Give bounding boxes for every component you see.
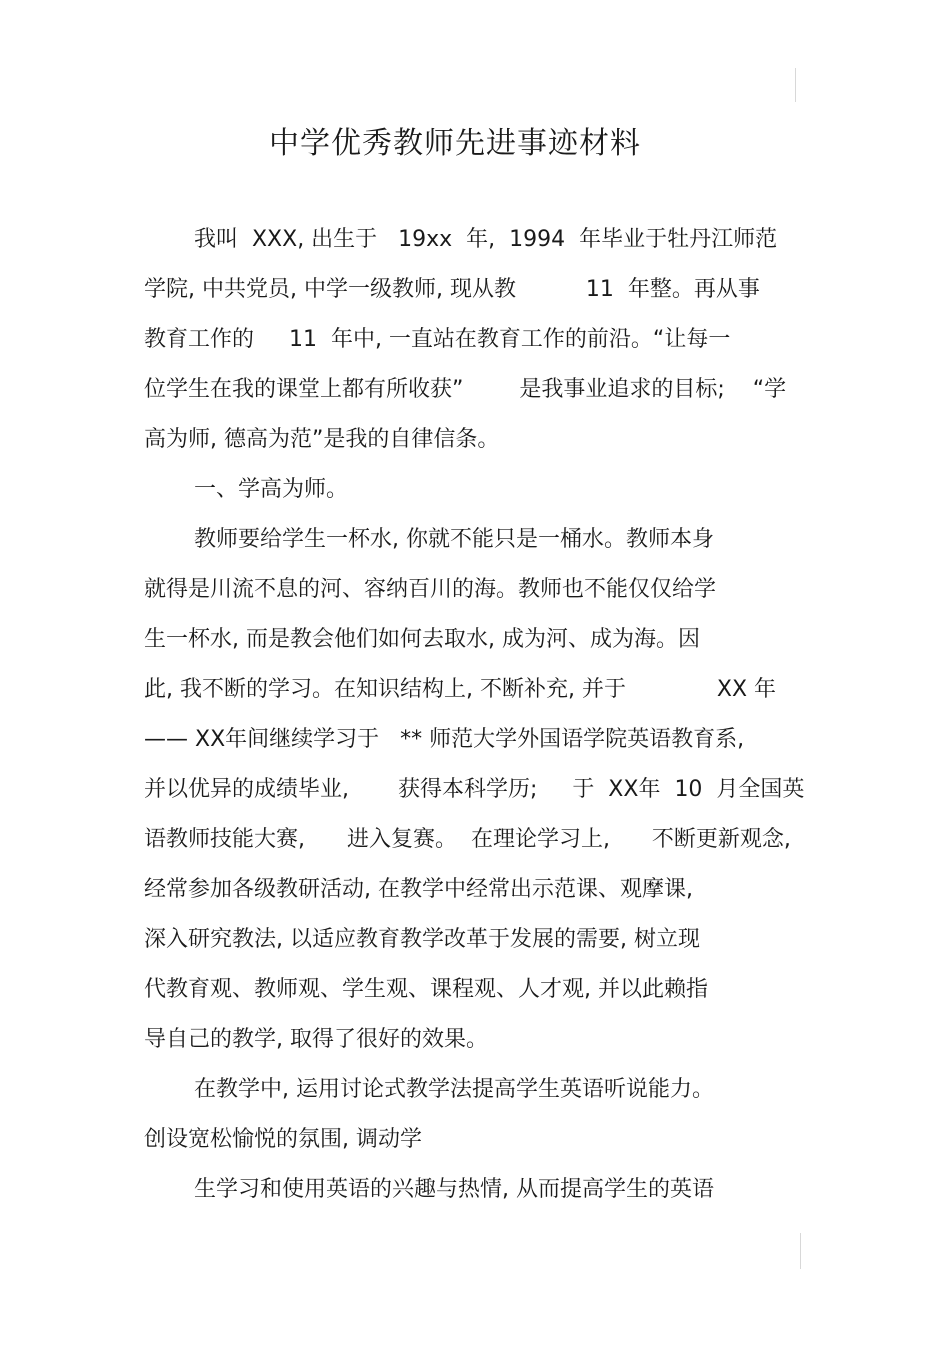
body-line: 创设宽松愉悦的氛围, 调动学 — [144, 1127, 422, 1152]
body-line: 生一杯水, 而是教会他们如何去取水, 成为河、成为海。因 — [144, 627, 700, 652]
page-edge-mark-bottom — [800, 1233, 801, 1269]
body-line: 生学习和使用英语的兴趣与热情, 从而提高学生的英语 — [194, 1177, 714, 1202]
section-heading: 一、学高为师。 — [194, 477, 349, 502]
body-line: 高为师, 德高为范”是我的自律信条。 — [144, 427, 500, 452]
body-line: 代教育观、教师观、学生观、课程观、人才观, 并以此赖指 — [144, 977, 708, 1002]
body-line: 教育工作的 11 年中, 一直站在教育工作的前沿。“让每一 — [144, 327, 731, 352]
body-line: 在教学中, 运用讨论式教学法提高学生英语听说能力。 — [194, 1077, 714, 1102]
body-line: 经常参加各级教研活动, 在教学中经常出示范课、观摩课, — [144, 877, 693, 902]
body-line: 导自己的教学, 取得了很好的效果。 — [144, 1027, 488, 1052]
body-line: 此, 我不断的学习。在知识结构上, 不断补充, 并于 XX 年 — [144, 677, 777, 702]
page-edge-mark-top — [795, 68, 796, 102]
body-line: 教师要给学生一杯水, 你就不能只是一桶水。教师本身 — [194, 527, 714, 552]
body-line: —— XX年间继续学习于 ** 师范大学外国语学院英语教育系, — [144, 727, 745, 752]
body-line: 学院, 中共党员, 中学一级教师, 现从教 11 年整。再从事 — [144, 277, 760, 302]
body-line: 并以优异的成绩毕业, 获得本科学历; 于 XX年 10 月全国英 — [144, 777, 805, 802]
body-line: 深入研究教法, 以适应教育教学改革于发展的需要, 树立现 — [144, 927, 700, 952]
body-line: 位学生在我的课堂上都有所收获” 是我事业追求的目标; “学 — [144, 377, 787, 402]
body-line: 语教师技能大赛, 进入复赛。 在理论学习上, 不断更新观念, — [144, 827, 791, 852]
document-title: 中学优秀教师先进事迹材料 — [269, 126, 641, 161]
body-line: 我叫 XXX, 出生于 19xx 年, 1994 年毕业于牡丹江师范 — [194, 227, 778, 252]
body-line: 就得是川流不息的河、容纳百川的海。教师也不能仅仅给学 — [144, 577, 717, 602]
